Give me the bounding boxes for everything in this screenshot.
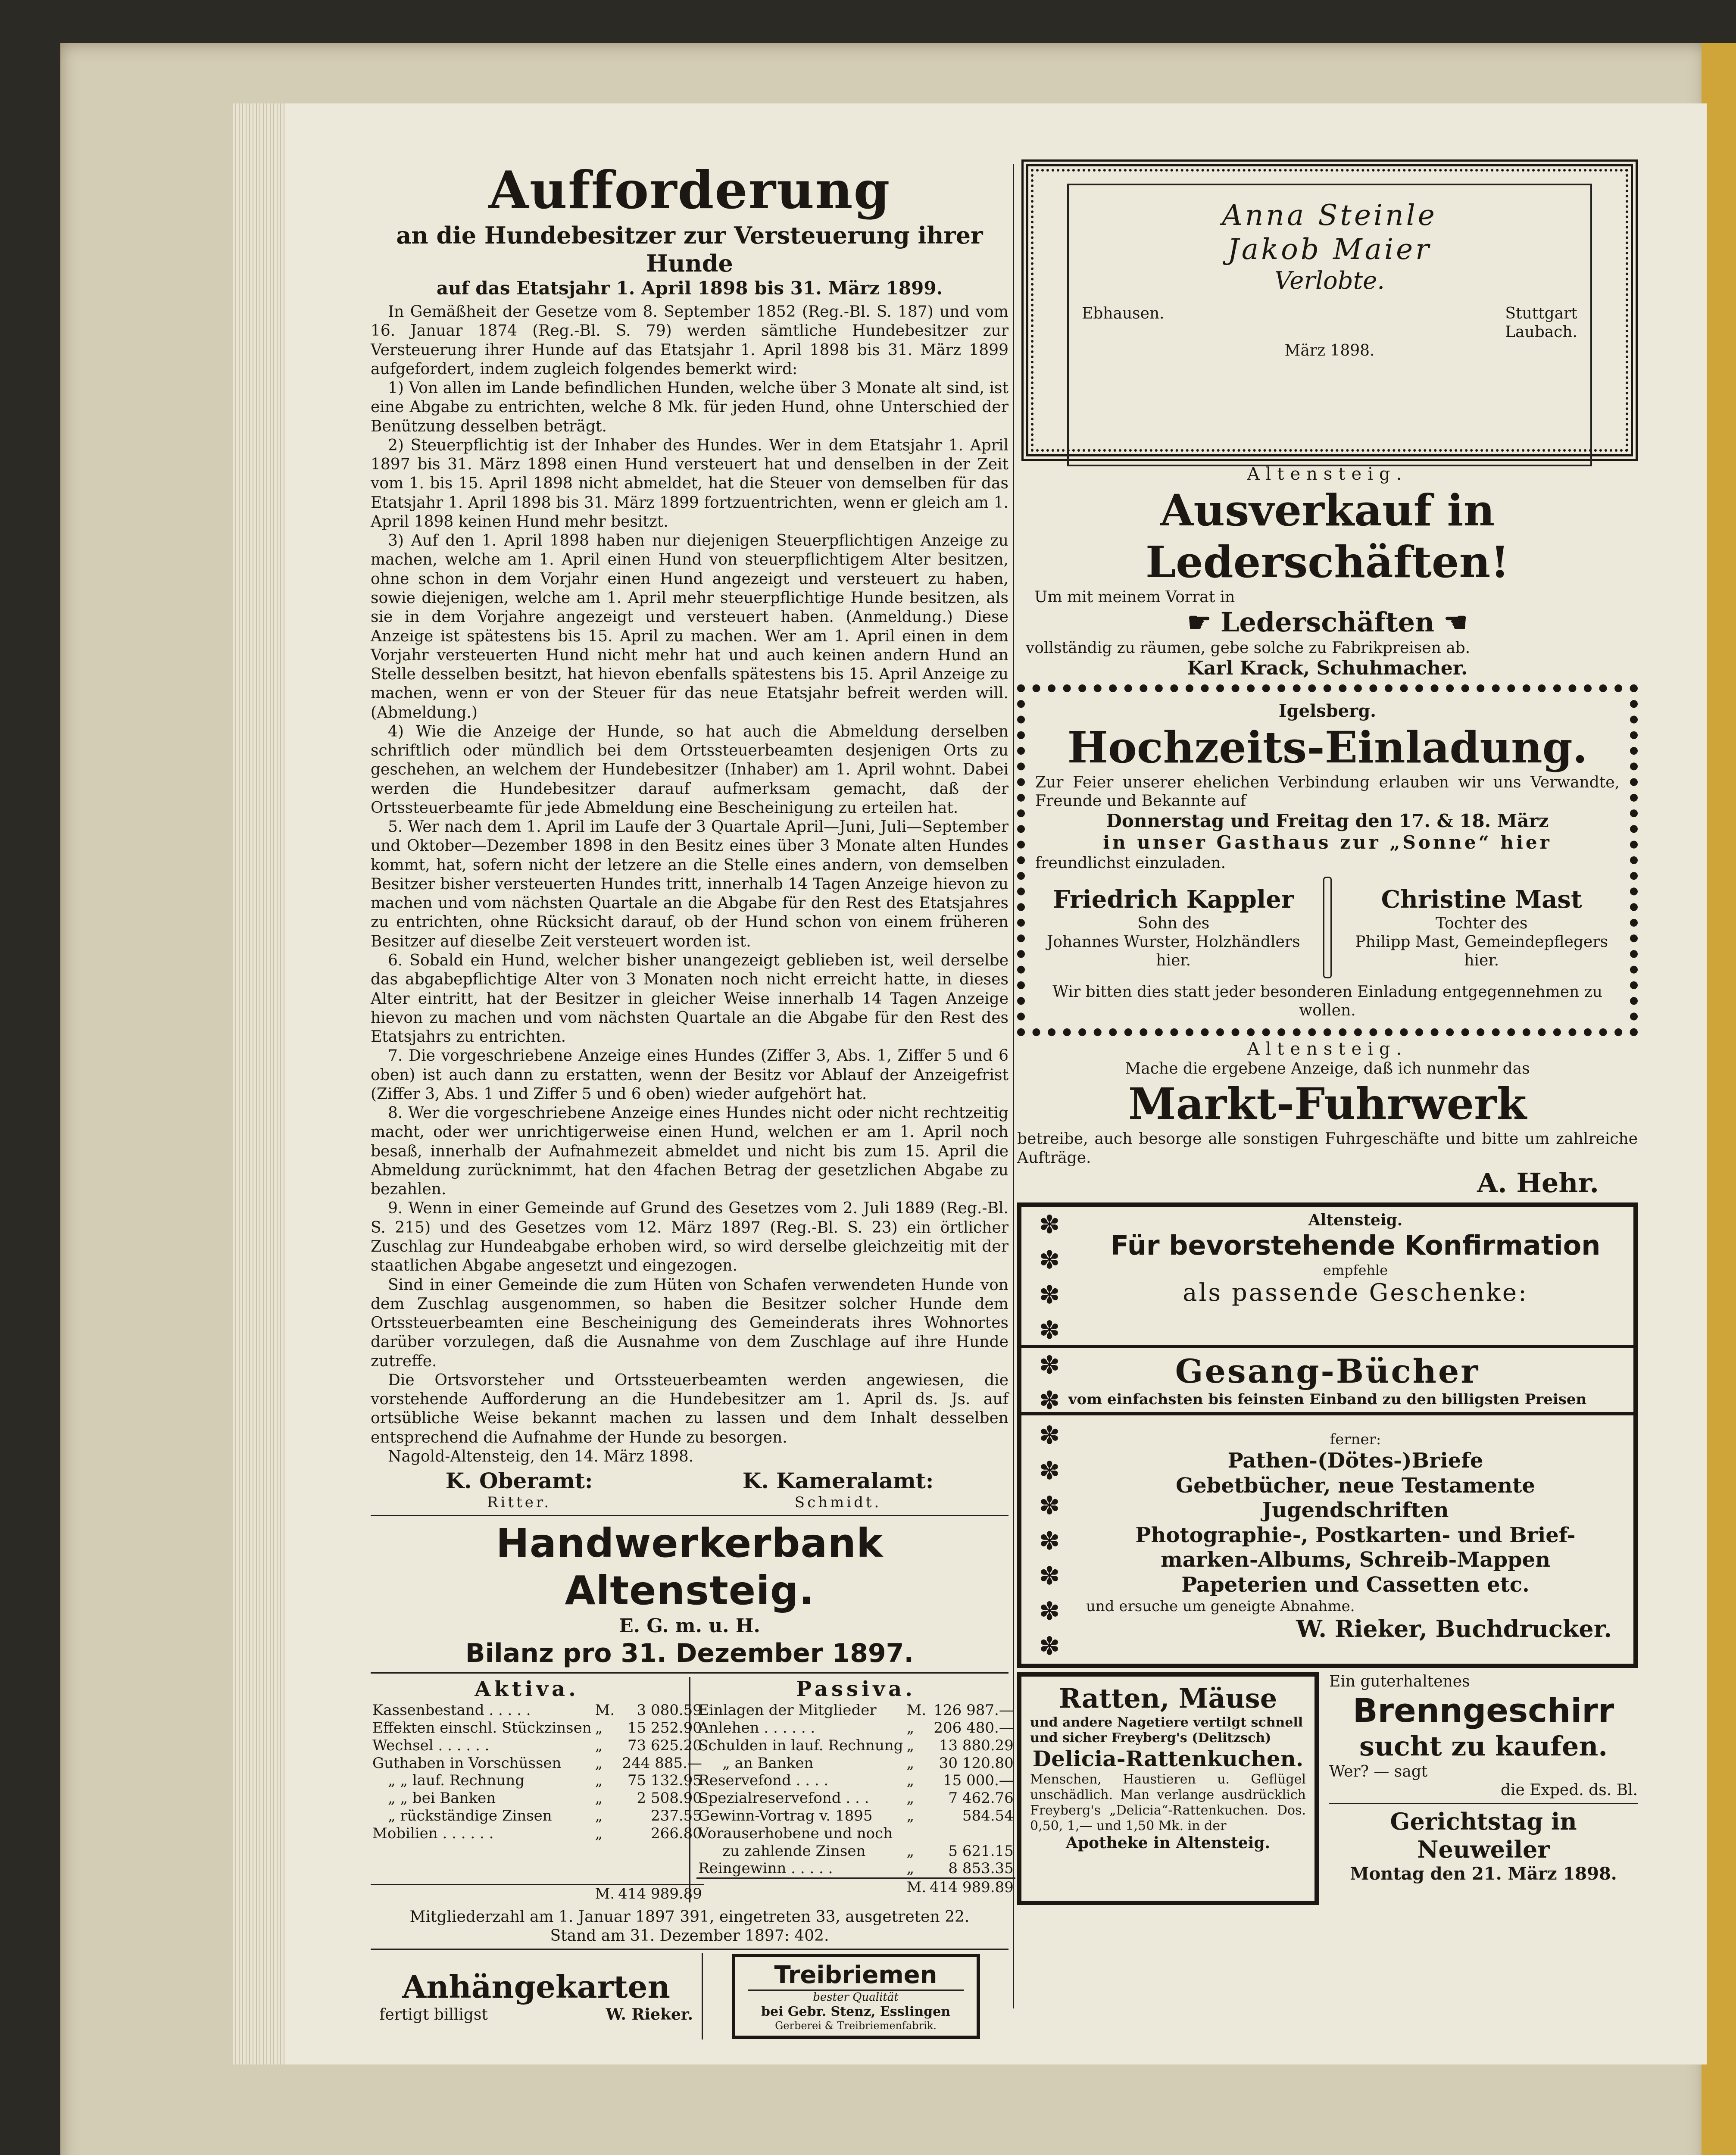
- ausverkauf-place: Altensteig.: [1247, 464, 1408, 484]
- hochzeit-place: Igelsberg.: [1278, 700, 1377, 721]
- gerichtstag-title: Gerichtstag in Neuweiler: [1390, 1808, 1577, 1864]
- treibriemen-ad: [732, 1954, 980, 2039]
- hochzeit-text: Zur Feier unserer ehelichen Verbindung erlauben wir uns Verwandte, Freunde und Bekannte auf: [1035, 773, 1620, 810]
- ratten-text-2: Menschen, Haustieren u. Geflügel unschädlich. Man verlange ausdrücklich Freyberg's „Delicia“-Rattenkuchen. Dos. 0,50, 1,— und 1,50 Mk. in der: [1030, 1771, 1306, 1833]
- table-row: Reingewinn . . . . . „ 8 853.35: [698, 1860, 1014, 1877]
- pointing-hand-left-icon: ☚: [1443, 606, 1468, 638]
- aktiva-table: [371, 1702, 704, 1902]
- hochzeit-venue: in unser Gasthaus zur „Sonne“ hier: [1103, 832, 1552, 853]
- gesang-buecher-band: [1021, 1345, 1633, 1415]
- groom-block: [1047, 885, 1300, 970]
- table-row: zu zahlende Zinsen „ 5 621.15: [722, 1842, 1014, 1860]
- aktiva-column: [371, 1677, 702, 1903]
- fuhrwerk-place: Altensteig.: [1247, 1039, 1408, 1059]
- table-row: Einlagen der Mitglieder M. 126 987.—: [698, 1702, 1014, 1719]
- section-rule: [371, 1949, 1009, 1950]
- hochzeit-closing: Wir bitten dies statt jeder besonderen Einladung entgegennehmen zu wollen.: [1052, 983, 1602, 1020]
- pointing-hand-right-icon: ☛: [1187, 606, 1211, 638]
- hochzeit-greeting: freundlichst einzuladen.: [1035, 854, 1226, 872]
- bride-line: Philipp Mast, Gemeindepflegers: [1355, 933, 1608, 951]
- bank-balance-notice: [371, 1520, 1014, 1945]
- table-row: Wechsel . . . . . . „ 73 625.20: [372, 1736, 702, 1754]
- signature-oberamt-name: Ritter.: [487, 1494, 552, 1512]
- hochzeit-dates: Donnerstag und Freitag den 17. & 18. März: [1106, 810, 1549, 831]
- passiva-table: [696, 1702, 1015, 1896]
- anhaengekarten-printer: W. Rieker.: [606, 2005, 693, 2024]
- bride-block: [1355, 885, 1608, 970]
- hochzeit-title: Hochzeits-Einladung.: [1067, 721, 1588, 773]
- page-stack-edge: [233, 103, 284, 2064]
- ornamental-divider: [1323, 877, 1332, 978]
- aufforderung-period: auf das Etatsjahr 1. April 1898 bis 31. März 1899.: [436, 277, 943, 299]
- aufforderung-para: 8. Wer die vorgeschriebene Anzeige eines Hundes nicht oder nicht rechtzeitig macht, oder wer unrichtigerweise einen Hund, welchen er am 1. April noch besaß, innerhalb der Aufnahmezeit abmeldet und nicht bis zum 15. April die Abmeldung zurücknimmt, hat den 4fachen Betrag der gesetzlichen Abgabe zu bezahlen.: [371, 1104, 1009, 1199]
- table-row: Guthaben in Vorschüssen „ 244 885.—: [372, 1754, 702, 1772]
- engagement-name-bride: Anna Steinle: [1222, 199, 1437, 232]
- fuhrwerk-signature: A. Hehr.: [1477, 1167, 1599, 1199]
- engagement-notice: [1021, 159, 1638, 461]
- aufforderung-para: Die Ortsvorsteher und Ortssteuerbeamten werden angewiesen, die vorstehende Aufforderung an die Hundebesitzer am 1. April ds. Js. auf ortsübliche Weise bekannt machen zu lassen und dem Inhalt desselben entsprechend die Aufnahme der Hunde zu besorgen.: [371, 1371, 1009, 1446]
- gerichtstag-date: Montag den 21. März 1898.: [1350, 1863, 1617, 1884]
- ratten-title: Ratten, Mäuse: [1058, 1683, 1277, 1715]
- konfirmation-closing: und ersuche um geneigte Abnahme.: [1086, 1597, 1355, 1615]
- bride-line: hier.: [1464, 952, 1499, 970]
- bank-bilanz-title: Bilanz pro 31. Dezember 1897.: [465, 1638, 914, 1668]
- bride-name: Christine Mast: [1381, 885, 1582, 914]
- aufforderung-para: 1) Von allen im Lande befindlichen Hunden, welche über 3 Monate alt sind, ist eine Abgabe zu entrichten, welche 8 Mk. für jeden Hund, ohne Unterschied der Benützung desselben beträgt.: [371, 379, 1009, 435]
- groom-line: Johannes Wurster, Holzhändlers: [1046, 933, 1300, 951]
- treibriemen-maker: bei Gebr. Stenz, Esslingen: [761, 2004, 951, 2019]
- ausverkauf-product: Lederschäften: [1220, 606, 1435, 638]
- engagement-place-right-2: Laubach.: [1505, 323, 1577, 341]
- treibriemen-quality: bester Qualität: [813, 1990, 899, 2004]
- aktiva-total-row: M. 414 989.89: [371, 1884, 704, 1902]
- konfirmation-title: Für bevorstehende Konfirmation: [1110, 1230, 1601, 1262]
- section-rule: [371, 1515, 1009, 1516]
- bank-member-stand: Stand am 31. Dezember 1897: 402.: [550, 1927, 829, 1945]
- brenngeschirr-line-1: Ein guterhaltenes: [1329, 1673, 1470, 1691]
- engagement-name-groom: Jakob Maier: [1227, 233, 1432, 266]
- table-row: Gewinn-Vortrag v. 1895 „ 584.54: [698, 1807, 1014, 1824]
- ratten-ad: [1017, 1672, 1319, 1905]
- brenngeschirr-line-2: sucht zu kaufen.: [1359, 1730, 1608, 1762]
- book-spine: [1702, 43, 1736, 2155]
- ornament-column-left: ✽ ✽ ✽ ✽ ✽ ✽ ✽ ✽ ✽ ✽ ✽ ✽ ✽: [1039, 1210, 1060, 1661]
- brenngeschirr-ad: [1329, 1672, 1638, 1799]
- bank-name: Handwerkerbank Altensteig.: [496, 1520, 884, 1614]
- ausverkauf-title: Ausverkauf in Lederschäften!: [1145, 485, 1510, 587]
- fuhrwerk-title: Markt-Fuhrwerk: [1128, 1078, 1527, 1130]
- konfirmation-item: Pathen-(Dötes-)Briefe: [1227, 1449, 1483, 1473]
- bank-legal-form: E. G. m. u. H.: [619, 1615, 760, 1637]
- anhaengekarten-title: Anhängekarten: [402, 1968, 670, 2005]
- aufforderung-para: 4) Wie die Anzeige der Hunde, so hat auch die Abmeldung derselben schriftlich oder mündlich bei dem Ortssteuerbeamten desjenigen Orts zu geschehen, an welchem der Hundebesitzer (Inhaber) am 1. April wohnt. Dabei werden die Hundebesitzer darauf aufmerksam gemacht, daß der Ortssteuerbeamte für jede Abmeldung eine Bescheinigung zu erteilen hat.: [371, 722, 1009, 817]
- aufforderung-para: 6. Sobald ein Hund, welcher bisher unangezeigt geblieben ist, weil derselbe das abgabepflichtige Alter von 3 Monaten noch nicht erreicht hatte, in dieses Alter eintritt, hat der Besitzer in gleicher Weise innerhalb 14 Tagen Anzeige hievon zu machen und vom nächsten Quartale an die Abgabe für den Rest des Etatsjahrs zu entrichten.: [371, 952, 1009, 1046]
- konfirmation-signature: W. Rieker, Buchdrucker.: [1296, 1615, 1612, 1643]
- konfirmation-place: Altensteig.: [1308, 1211, 1403, 1230]
- table-row: „ „ bei Banken „ 2 508.90: [388, 1790, 702, 1807]
- groom-name: Friedrich Kappler: [1053, 885, 1294, 914]
- aufforderung-para: 3) Auf den 1. April 1898 haben nur diejenigen Steuerpflichtigen Anzeige zu machen, welche am 1. April einen Hund von steuerpflichtigem Alter besitzen, ohne schon in dem Vorjahr einen Hund angezeigt und versteuert zu haben, sowie diejenigen, welche am 1. April mehr steuerpflichtige Hunde besitzen, als sie in dem Vorjahre angezeigt und versteuert haben. (Anmeldung.) Diese Anzeige ist spätestens bis 15. April zu machen. Wer am 1. April einen in dem Vorjahr versteuerten Hund nicht mehr hat und auch keinen andern Hund an Stelle desselben besitzt, hat hievon ebenfalls spätestens bis 15. April Anzeige zu machen, wenn er von der Steuer für das neue Etatsjahr befreit werden will. (Abmeldung.): [371, 532, 1009, 721]
- anhaengekarten-ad: [371, 1953, 703, 2039]
- konfirmation-item: Papeterien und Cassetten etc.: [1181, 1573, 1530, 1597]
- aufforderung-para: Sind in einer Gemeinde die zum Hüten von Schafen verwendeten Hunde von dem Zuschlag ausgenommen, so haben die Besitzer solcher Hunde dem Ortssteuerbeamten eine Bescheinigung des Gemeinderats ihres Wohnortes darüber vorzulegen, daß die Ausnahme von dem Zuschlage auf ihre Hunde zutreffe.: [371, 1276, 1009, 1370]
- fuhrwerk-line-2: betreibe, auch besorge alle sonstigen Fuhrgeschäfte und bitte um zahlreiche Aufträge.: [1017, 1130, 1638, 1167]
- table-row: Mobilien . . . . . . „ 266.80: [372, 1824, 702, 1842]
- table-row: „ an Banken „ 30 120.80: [722, 1754, 1014, 1772]
- aufforderung-place-date: Nagold-Altensteig, den 14. März 1898.: [388, 1447, 694, 1465]
- ausverkauf-line-2: vollständig zu räumen, gebe solche zu Fabrikpreisen ab.: [1026, 639, 1471, 657]
- konfirmation-item: Gebetbücher, neue Testamente: [1176, 1473, 1535, 1498]
- treibriemen-title: Treibriemen: [748, 1961, 964, 1991]
- ratten-product: Delicia-Rattenkuchen.: [1032, 1746, 1304, 1771]
- engagement-date: März 1898.: [1284, 341, 1375, 359]
- table-row: Spezialreservefond . . . „ 7 462.76: [698, 1790, 1014, 1807]
- fuhrwerk-ad: [1017, 1039, 1638, 1199]
- fuhrwerk-line-1: Mache die ergebene Anzeige, daß ich nunmehr das: [1125, 1060, 1530, 1078]
- signature-kameralamt-title: K. Kameralamt:: [742, 1468, 934, 1494]
- bank-member-count: Mitgliederzahl am 1. Januar 1897 391, eingetreten 33, ausgetreten 22.: [409, 1908, 970, 1926]
- right-column: [1017, 159, 1638, 2039]
- aufforderung-notice: [371, 159, 1009, 1512]
- konfirmation-ferner: ferner:: [1330, 1431, 1381, 1449]
- table-row: Effekten einschl. Stückzinsen „ 15 252.90: [372, 1719, 702, 1736]
- aufforderung-para: 7. Die vorgeschriebene Anzeige eines Hundes (Ziffer 3, Abs. 1, Ziffer 5 und 6 oben) ist auch dann zu erstatten, wenn der Besitz vor Ablauf der Anzeigefrist (Ziffer 3, Abs. 1 und Ziffer 5 und 6 oben) wieder aufgehört hat.: [371, 1047, 1009, 1103]
- signature-kameralamt-name: Schmidt.: [794, 1494, 882, 1512]
- konfirmation-ad: [1017, 1202, 1638, 1668]
- table-row: Anlehen . . . . . . „ 206 480.—: [698, 1719, 1014, 1736]
- passiva-total-row: M. 414 989.89: [696, 1878, 1015, 1896]
- ausverkauf-line-1: Um mit meinem Vorrat in: [1034, 588, 1235, 606]
- ausverkauf-ad: [1017, 464, 1638, 680]
- signature-oberamt-title: K. Oberamt:: [445, 1468, 593, 1494]
- table-row: Reservefond . . . . „ 15 000.—: [698, 1772, 1014, 1790]
- left-column: [371, 159, 1014, 2039]
- table-row: Vorauserhobene und noch: [698, 1824, 893, 1842]
- aufforderung-para: 9. Wenn in einer Gemeinde auf Grund des Gesetzes vom 2. Juli 1889 (Reg.-Bl. S. 215) und des Gesetzes vom 12. März 1897 (Reg.-Bl. S. 23) ein örtlicher Zuschlag zur Hundeabgabe erhoben wird, so wird derselbe gleichzeitig mit der staatlichen Abgabe angesetzt und eingezogen.: [371, 1199, 1009, 1275]
- hochzeit-invitation: [1017, 684, 1638, 1037]
- newspaper-sheet: [371, 159, 1638, 2039]
- groom-line: Sohn des: [1137, 914, 1210, 932]
- groom-line: hier.: [1156, 952, 1191, 970]
- gesang-buecher-title: Gesang-Bücher: [1175, 1352, 1480, 1391]
- passiva-column: [690, 1677, 1015, 1903]
- ratten-pharmacy: Apotheke in Altensteig.: [1065, 1833, 1271, 1852]
- treibriemen-factory: Gerberei & Treibriemenfabrik.: [775, 2019, 937, 2032]
- passiva-heading: Passiva.: [796, 1677, 916, 1701]
- bride-line: Tochter des: [1435, 914, 1528, 932]
- ratten-text-1: und andere Nagetiere vertilgt schnell und sicher Freyberg's (Delitzsch): [1030, 1715, 1303, 1746]
- table-row: „ „ lauf. Rechnung „ 75 132.95: [388, 1772, 702, 1790]
- table-row: Schulden in lauf. Rechnung „ 13 880.29: [698, 1736, 1014, 1754]
- table-row: „ rückständige Zinsen „ 237.55: [388, 1807, 702, 1824]
- konfirmation-item: Jugendschriften: [1262, 1498, 1449, 1523]
- table-row: Kassenbestand . . . . . M. 3 080.59: [372, 1702, 702, 1719]
- brenngeschirr-title: Brenngeschirr: [1352, 1691, 1614, 1730]
- aufforderung-subtitle: an die Hundebesitzer zur Versteuerung ihrer Hunde: [396, 222, 983, 277]
- engagement-word: Verlobte.: [1274, 267, 1385, 295]
- konfirmation-item: marken-Albums, Schreib-Mappen: [1160, 1548, 1551, 1572]
- aufforderung-intro: In Gemäßheit der Gesetze vom 8. September 1852 (Reg.-Bl. S. 187) und vom 16. Januar 1874 (Reg.-Bl. S. 79) werden sämtliche Hundebesitzer zur Versteuerung ihrer Hunde auf das Etatsjahr 1. April 1898 bis 31. März 1899 aufgefordert, indem zugleich folgendes bemerkt wird:: [371, 303, 1009, 378]
- brenngeschirr-line-3: Wer? — sagt: [1329, 1763, 1428, 1780]
- engagement-place-left: Ebhausen.: [1082, 304, 1165, 322]
- aufforderung-para: 2) Steuerpflichtig ist der Inhaber des Hundes. Wer in dem Etatsjahr 1. April 1897 bis 31. März 1898 einen Hund versteuert hat und denselben in der Zeit vom 1. bis 15. April 1898 nicht abmeldet, hat die Steuer von demselben für das Etatsjahr 1. April 1898 bis 31. März 1899 fortzuentrichten, wenn er gleich am 1. April 1898 keinen Hund mehr besitzt.: [371, 436, 1009, 531]
- gesang-buecher-subtitle: vom einfachsten bis feinsten Einband zu den billigsten Preisen: [1068, 1391, 1587, 1409]
- konfirmation-item: Photographie-, Postkarten- und Brief-: [1135, 1523, 1576, 1547]
- gerichtstag-notice: [1329, 1808, 1638, 1884]
- aktiva-heading: Aktiva.: [475, 1677, 579, 1701]
- aufforderung-para: 5. Wer nach dem 1. April im Laufe der 3 Quartale April—Juni, Juli—September und Oktober—Dezember 1898 in den Besitz eines über 3 Monate alten Hundes kommt, hat, sofern nicht der letzere an die Stelle eines andern, von demselben Besitzer bisher versteuerten Hundes tritt, innerhalb 14 Tagen Anzeige hievon zu machen und vom nächsten Quartale an die Abgabe für den Rest des Etatsjahres zu entrichten, ohne Rücksicht darauf, ob der Hund schon von einem früheren Besitzer auf dieselbe Zeit versteuert worden ist.: [371, 818, 1009, 950]
- ausverkauf-signature: Karl Krack, Schuhmacher.: [1187, 657, 1468, 679]
- anhaengekarten-line: fertigt billigst: [379, 2006, 488, 2024]
- section-rule: [1329, 1803, 1638, 1804]
- brenngeschirr-line-4: die Exped. ds. Bl.: [1501, 1781, 1638, 1799]
- konfirmation-gifts: als passende Geschenke:: [1183, 1279, 1528, 1307]
- aufforderung-title: Aufforderung: [488, 160, 891, 221]
- section-rule: [371, 1672, 1009, 1674]
- engagement-place-right-1: Stuttgart: [1505, 304, 1577, 322]
- konfirmation-recommend: empfehle: [1323, 1262, 1388, 1278]
